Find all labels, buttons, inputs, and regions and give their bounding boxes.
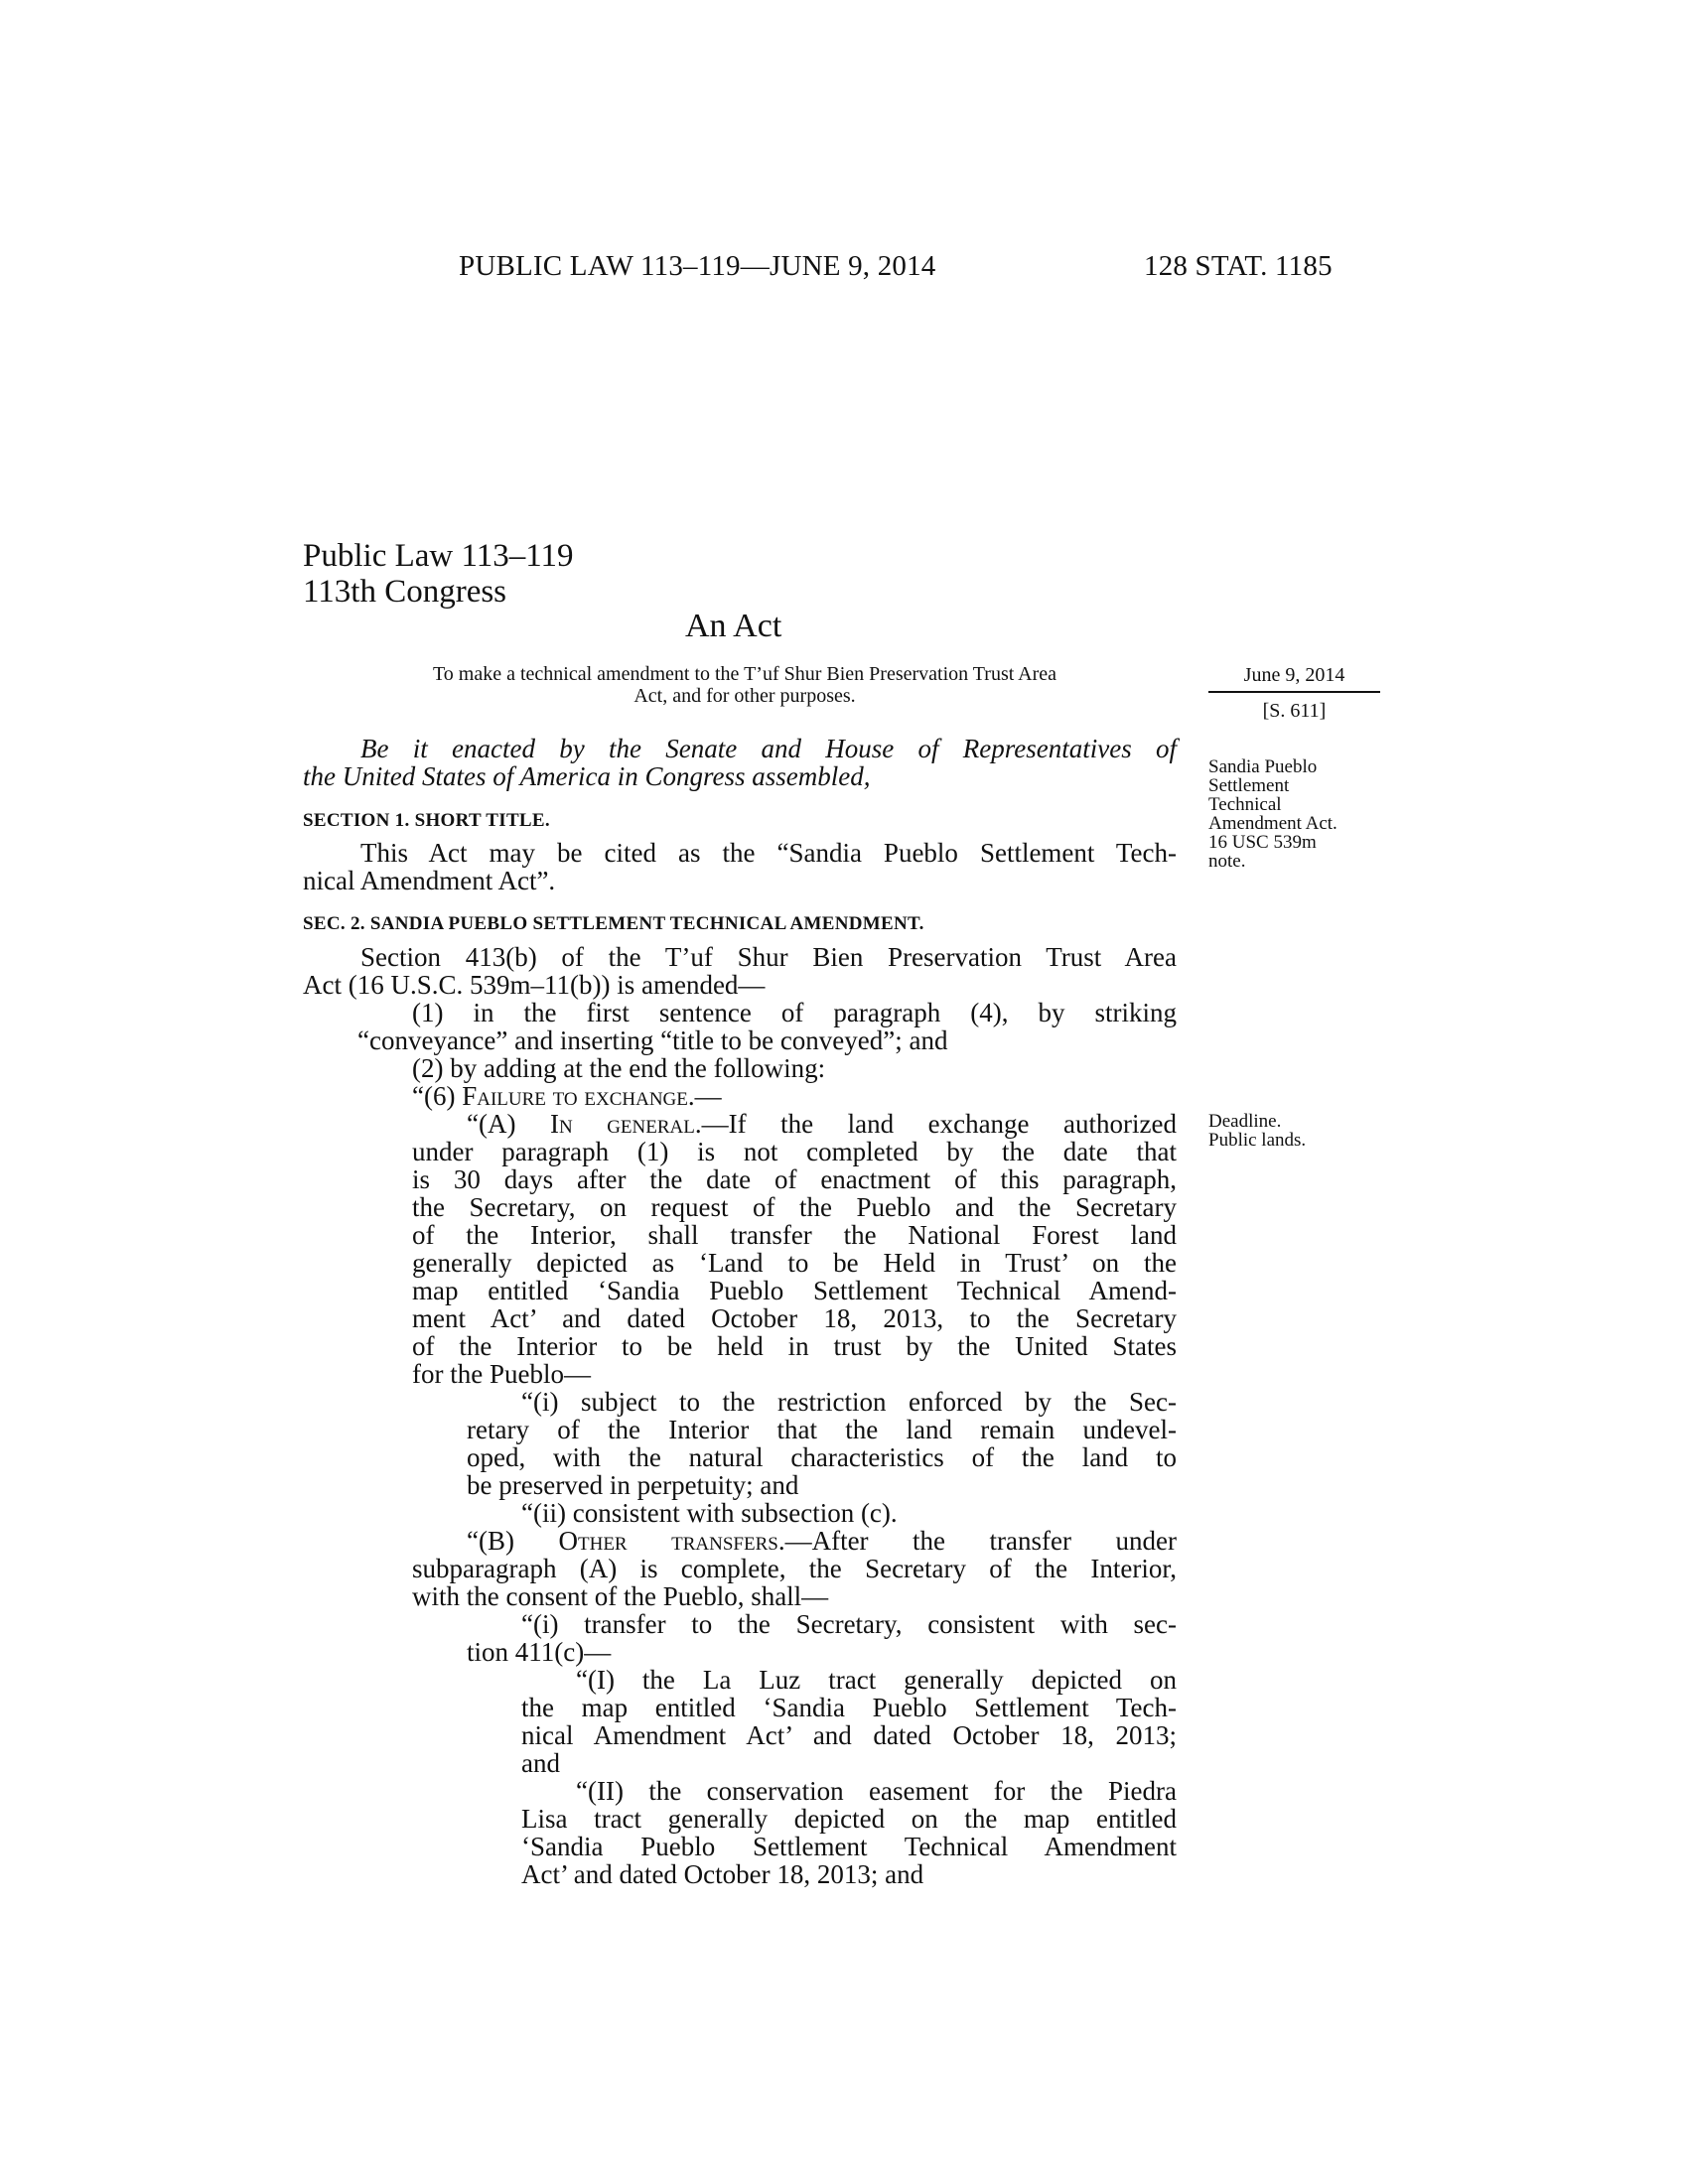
subparagraph-a [412,1110,1177,1388]
paragraph-1 [357,999,1177,1054]
subparagraph-a-line: ment Act’ and dated October 18, 2013, to the Secretary [412,1303,1177,1333]
subclause-line: nical Amendment Act’ and dated October 18, 2013; [521,1720,1177,1750]
subparagraph-a-line: of the Interior to be held in trust by the United States [412,1331,1177,1361]
section-2-intro-line-1: Section 413(b) of the T’uf Shur Bien Preservation Trust Area [360,942,1177,972]
subparagraph-a-line: is 30 days after the date of enactment of this paragraph, [412,1164,1177,1194]
margin-date: June 9, 2014 [1243,664,1345,686]
margin-bill-number: [S. 611] [1262,700,1327,722]
margin-note-line: Deadline. [1208,1111,1282,1132]
p6-prefix: “(6) [412,1081,463,1111]
clause-a-ii-line: “(ii) consistent with subsection (c). [521,1498,898,1528]
margin-date-rule [1208,691,1380,693]
clause-a-i [467,1388,1177,1499]
subclause-line: Act’ and dated October 18, 2013; and [521,1859,924,1889]
subparagraph-b-line: with the consent of the Pueblo, shall— [412,1581,829,1611]
margin-note-line: Amendment Act. [1208,813,1337,834]
subclause-line: the map entitled ‘Sandia Pueblo Settlement Tech- [521,1693,1177,1722]
act-purpose [328,663,1162,707]
section-1-line-1: This Act may be cited as the “Sandia Pueblo Settlement Tech- [360,838,1177,868]
a-line-0: .—If the land exchange authorized [694,1109,1178,1139]
section-1-heading: SECTION 1. SHORT TITLE. [303,810,550,831]
running-head-left: PUBLIC LAW 113–119—JUNE 9, 2014 [459,250,936,282]
clause-a-ii [521,1499,1177,1527]
margin-note-line: 16 USC 539m [1208,832,1317,853]
subparagraph-a-line: generally depicted as ‘Land to be Held in Trust’ on the [412,1248,1177,1278]
paragraph-6-heading [412,1082,1177,1110]
margin-note-line: Settlement [1208,775,1290,796]
enacting-line-2: the United States of America in Congress assembled, [303,761,871,791]
clause-b-i-line: “(i) transfer to the Secretary, consistent with sec- [521,1609,1177,1639]
subparagraph-b-line-1 [412,1527,1177,1555]
clause-b-i-line: tion 411(c)— [467,1637,612,1667]
margin-note-line: note. [1208,851,1246,872]
subparagraph-a-line: for the Pueblo— [412,1359,591,1389]
clause-a-i-line: be preserved in perpetuity; and [467,1470,799,1500]
enacting-line-1: Be it enacted by the Senate and House of Representatives of [360,734,1177,763]
margin-note-short-title [1208,757,1397,871]
subclause-line: ‘Sandia Pueblo Settlement Technical Amendment [521,1832,1177,1861]
subparagraph-b-line: subparagraph (A) is complete, the Secretary of the Interior, [412,1554,1177,1583]
subclause-line: “(II) the conservation easement for the Piedra [576,1776,1177,1806]
a-prefix: “(A) [467,1109,550,1139]
subclause-b-i-II [521,1777,1177,1888]
subparagraph-a-line: of the Interior, shall transfer the National Forest land [412,1220,1177,1250]
p6-heading: Failure to exchange [462,1081,688,1111]
clause-a-i-line: retary of the Interior that the land remain undevel- [467,1415,1177,1444]
purpose-line-1: To make a technical amendment to the T’uf Shur Bien Preservation Trust Area [432,663,1057,685]
paragraph-1-line-1: (1) in the first sentence of paragraph (4), by striking [412,998,1177,1027]
section-2-intro-line-2: Act (16 U.S.C. 539m–11(b)) is amended— [303,970,766,1000]
act-title: An Act [685,608,782,644]
subparagraph-a-line-1 [412,1110,1177,1138]
clause-a-i-line: oped, with the natural characteristics of the land to [467,1442,1177,1472]
subclause-line: “(I) the La Luz tract generally depicted on [576,1665,1177,1695]
margin-note-deadline [1208,1112,1397,1150]
subparagraph-b [412,1527,1177,1610]
section-1-line-2: nical Amendment Act”. [303,866,556,895]
public-law-number: Public Law 113–119 [303,538,574,574]
paragraph-1-line-2: “conveyance” and inserting “title to be conveyed”; and [357,1025,948,1055]
a-heading: In general [549,1109,695,1139]
section-1-body [303,839,1177,894]
margin-note-line: Technical [1208,794,1282,815]
purpose-line-2: Act, and for other purposes. [633,685,856,707]
congress-number: 113th Congress [303,574,507,610]
margin-note-line: Sandia Pueblo [1208,756,1318,777]
subparagraph-a-line: under paragraph (1) is not completed by the date that [412,1137,1177,1166]
subclause-b-i-I [521,1666,1177,1777]
section-2-intro [303,943,1177,999]
p6-suffix: .— [687,1081,722,1111]
running-head-right: 128 STAT. 1185 [1144,250,1333,282]
b-heading: Other transfers [558,1526,778,1556]
subclause-line: Lisa tract generally depicted on the map entitled [521,1804,1177,1834]
margin-note-line: Public lands. [1208,1130,1307,1151]
subclause-line: and [521,1748,560,1778]
clause-a-i-line: “(i) subject to the restriction enforced by the Sec- [521,1387,1177,1417]
paragraph-2-line: (2) by adding at the end the following: [412,1053,826,1083]
b-prefix: “(B) [467,1526,559,1556]
subparagraph-a-line: map entitled ‘Sandia Pueblo Settlement Technical Amend- [412,1276,1177,1305]
section-2-heading: SEC. 2. SANDIA PUEBLO SETTLEMENT TECHNICAL AMENDMENT. [303,913,924,934]
clause-b-i [467,1610,1177,1666]
paragraph-2 [412,1054,1177,1110]
b-line-0: .—After the transfer under [777,1526,1177,1556]
enacting-clause [303,735,1177,790]
subparagraph-a-line: the Secretary, on request of the Pueblo and the Secretary [412,1192,1177,1222]
